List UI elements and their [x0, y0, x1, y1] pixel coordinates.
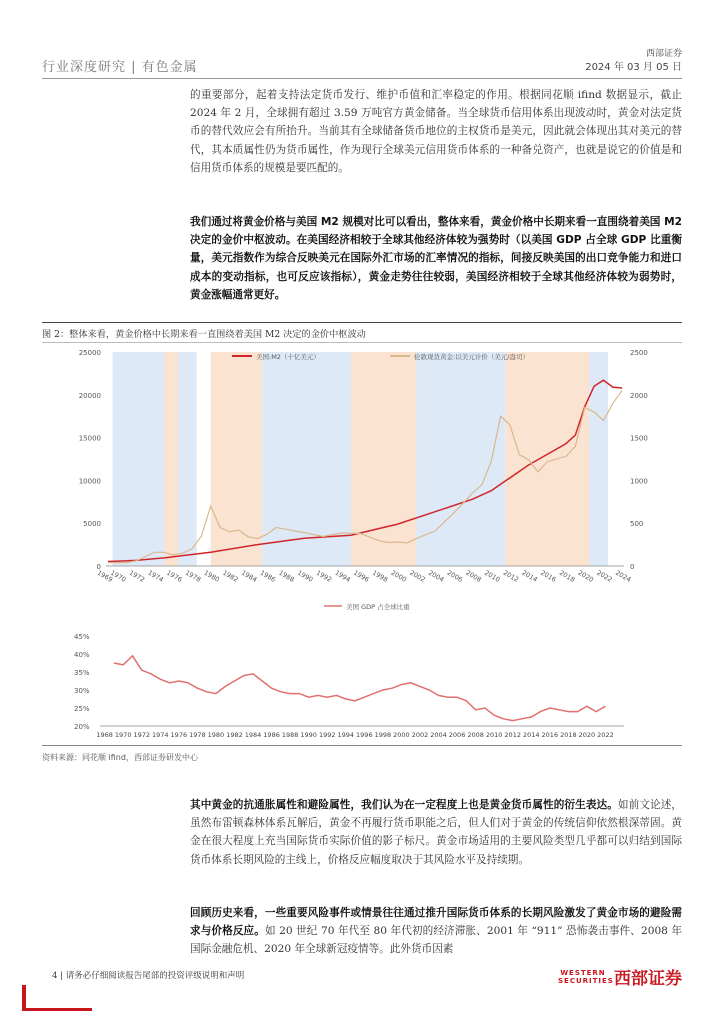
- figure-bottom-rule: [42, 745, 682, 746]
- header-right: [585, 48, 682, 74]
- x-tick-label: 2000: [393, 731, 410, 739]
- x-tick-label: 2016: [541, 731, 559, 739]
- x-tick-label: 1982: [221, 568, 240, 584]
- x-tick-label: 1968: [96, 731, 113, 739]
- footer-note: [52, 969, 244, 981]
- header-divider: [42, 78, 682, 79]
- x-tick-label: 1976: [170, 731, 188, 739]
- us-gdp-share-chart: [74, 602, 624, 739]
- y-right-tick-label: 2000: [630, 391, 648, 400]
- x-tick-label: 1998: [374, 731, 392, 739]
- x-tick-label: 2020: [578, 731, 596, 739]
- page-number: 4: [52, 971, 58, 981]
- shaded-band-2: [164, 352, 178, 566]
- x-tick-label: 2020: [576, 568, 595, 584]
- y-tick-label: 25%: [74, 705, 90, 713]
- x-tick-label: 1980: [202, 568, 221, 584]
- x-tick-label: 1974: [152, 731, 169, 739]
- x-tick-label: 1978: [189, 731, 206, 739]
- x-tick-label: 2010: [483, 568, 502, 584]
- x-tick-label: 2024: [613, 568, 633, 584]
- series-line-gdp-share: [114, 656, 606, 721]
- report-date: 2024 年 03 月 05 日: [585, 62, 682, 73]
- x-tick-label: 1976: [165, 568, 184, 584]
- paragraph-3-text: 如前文论述，虽然布雷顿森林体系瓦解后，黄金不再履行货币职能之后，但人们对于黄金的传统信仰依然根深蒂固。黄金在很大程度上充当国际货币实际价值的影子标尺。黄金市场适用的主要风险类型几乎都可以归结到国际货币体系长期风险的主线上，价格反应幅度取决于其风险水平及持续期。: [190, 799, 683, 866]
- figure-top-rule: [42, 322, 682, 323]
- y-tick-label: 45%: [74, 633, 90, 641]
- logo-chinese: 西部证券: [614, 969, 682, 989]
- paragraph-3: [190, 796, 682, 869]
- x-tick-label: 2018: [557, 568, 577, 584]
- x-tick-label: 2004: [430, 731, 447, 739]
- y-right-tick-label: 1000: [630, 477, 648, 486]
- figure-caption: 图 2：整体来看，黄金价格中长期来看一直围绕着美国 M2 决定的金价中枢波动: [42, 329, 366, 340]
- shaded-band-9: [589, 352, 608, 566]
- x-tick-label: 1969: [95, 568, 115, 584]
- x-tick-label: 1972: [133, 731, 151, 739]
- x-tick-label: 2002: [408, 568, 427, 584]
- x-tick-label: 2022: [595, 568, 614, 584]
- y-left-tick-label: 10000: [78, 477, 101, 486]
- legend-label-2: 伦敦现货黄金:以美元计价（美元/盎司）: [414, 353, 529, 361]
- shaded-band-1: [113, 352, 164, 566]
- x-tick-label: 1992: [318, 731, 336, 739]
- y-left-tick-label: 0: [96, 563, 101, 571]
- firm-name: 西部证券: [645, 49, 682, 59]
- paragraph-4-text: 如 20 世纪 70 年代至 80 年代初的经济滞胀、2001 年 “911” 恐怖袭击事件、2008 年国际金融危机、2020 年全球新冠疫情等。此外货币因素: [190, 925, 683, 956]
- x-tick-label: 1980: [207, 731, 225, 739]
- x-tick-label: 1992: [314, 568, 334, 584]
- shaded-band-4: [211, 352, 262, 566]
- y-tick-label: 40%: [74, 651, 90, 659]
- logo-english: WESTERN SECURITIES: [558, 968, 614, 985]
- y-tick-label: 30%: [74, 687, 90, 695]
- x-tick-label: 1972: [127, 568, 147, 584]
- x-tick-label: 2006: [448, 731, 466, 739]
- x-tick-label: 1998: [370, 568, 390, 584]
- paragraph-4: [190, 904, 682, 959]
- y-left-tick-label: 5000: [83, 520, 101, 529]
- y-tick-label: 20%: [74, 723, 90, 731]
- paragraph-3-bold: 其中黄金的抗通胀属性和避险属性，我们认为在一定程度上也是黄金货币属性的衍生表达。: [190, 799, 618, 811]
- legend-label-gdp: 美国 GDP 占全球比重: [346, 603, 410, 611]
- x-tick-label: 1970: [114, 731, 132, 739]
- y-right-tick-label: 500: [630, 520, 644, 529]
- x-tick-label: 2022: [597, 731, 614, 739]
- x-tick-label: 1994: [333, 568, 352, 584]
- x-tick-label: 2014: [522, 731, 540, 739]
- y-left-tick-label: 15000: [78, 434, 101, 443]
- y-left-tick-label: 20000: [78, 391, 101, 400]
- x-tick-label: 2018: [560, 731, 577, 739]
- x-tick-label: 2002: [411, 731, 429, 739]
- y-right-tick-label: 1500: [630, 434, 648, 443]
- x-tick-label: 1986: [258, 568, 277, 584]
- paragraph-2-bold: 我们通过将黄金价格与美国 M2 规模对比可以看出，整体来看，黄金价格中长期来看一直围绕着美国 M2 决定的金价中枢波动。在美国经济相较于全球其他经济体较为强势时（以美国 GDP 占全球 GDP 比重衡量，美元指数作为综合反映美元在国际外汇市场的汇率情况的指标，间接反映美国的出口竞争能力和进口成本的变动指标，也可反应该指标），黄金走势往往较弱，美国经济相较于全球其他经济体较为弱势时，黄金涨幅通常更好。: [190, 216, 682, 301]
- figure-source: 资料来源：同花顺 ifind，西部证券研发中心: [42, 753, 198, 762]
- report-category: 行业深度研究 | 有色金属: [42, 60, 198, 75]
- x-tick-label: 1982: [226, 731, 243, 739]
- x-tick-label: 1978: [183, 568, 203, 584]
- legend-label-1: 美国:M2（十亿美元）: [256, 353, 320, 361]
- x-tick-label: 1988: [281, 731, 299, 739]
- x-tick-label: 1984: [239, 568, 259, 584]
- x-tick-label: 2000: [389, 568, 408, 584]
- shaded-band-8: [505, 352, 589, 566]
- x-tick-label: 2014: [520, 568, 539, 584]
- x-tick-label: 2008: [464, 568, 483, 584]
- figure-charts: [42, 344, 682, 742]
- x-tick-label: 1988: [277, 568, 296, 584]
- x-tick-label: 1970: [109, 568, 128, 584]
- y-left-tick-label: 25000: [78, 349, 101, 357]
- x-tick-label: 2008: [467, 731, 484, 739]
- x-tick-label: 2004: [426, 568, 446, 584]
- x-tick-label: 1996: [352, 568, 371, 584]
- paragraph-4-bold: 回顾历史来看，一些重要风险事件或情景往往通过推升国际货币体系的长期风险激发了黄金市场的避险需求与价格反应。: [190, 907, 682, 938]
- company-logo: [558, 964, 682, 989]
- x-tick-label: 2010: [485, 731, 503, 739]
- footer-bracket-horizontal: [22, 1008, 92, 1011]
- x-tick-label: 1990: [300, 731, 317, 739]
- y-right-tick-label: 0: [630, 563, 635, 571]
- x-tick-label: 1974: [146, 568, 165, 584]
- shaded-band-3: [178, 352, 197, 566]
- paragraph-1: 的重要部分，起着支持法定货币发行、维护币值和汇率稳定的作用。根据同花顺 ifind 数据显示，截止 2024 年 2 月，全球拥有超过 3.59 万吨官方黄金储备。当全球货币信用体系出现波动时，黄金对法定货币的替代效应会有所抬升。当前其有全球储备货币地位的主权货币是美元，因此就会体现出其对美元的替代，其本质属性仍为货币属性，作为现行全球美元信用货币体系的一种备兑资产，也就是说它的价值是和信用货币体系的规模是要匹配的。: [190, 89, 682, 174]
- x-tick-label: 1990: [296, 568, 315, 584]
- paragraph-2: [190, 213, 682, 304]
- y-tick-label: 35%: [74, 669, 90, 677]
- x-tick-label: 2012: [504, 731, 521, 739]
- figure-caption-rule: [42, 342, 682, 343]
- x-tick-label: 1996: [356, 731, 373, 739]
- m2-gold-chart: [79, 349, 648, 584]
- x-tick-label: 1986: [263, 731, 280, 739]
- x-tick-label: 2012: [501, 568, 521, 584]
- x-tick-label: 1984: [244, 731, 262, 739]
- x-tick-label: 1994: [337, 731, 355, 739]
- disclaimer: | 请务必仔细阅读报告尾部的投资评级说明和声明: [60, 971, 245, 981]
- x-tick-label: 2006: [445, 568, 464, 584]
- y-right-tick-label: 2500: [630, 349, 648, 357]
- x-tick-label: 2016: [539, 568, 558, 584]
